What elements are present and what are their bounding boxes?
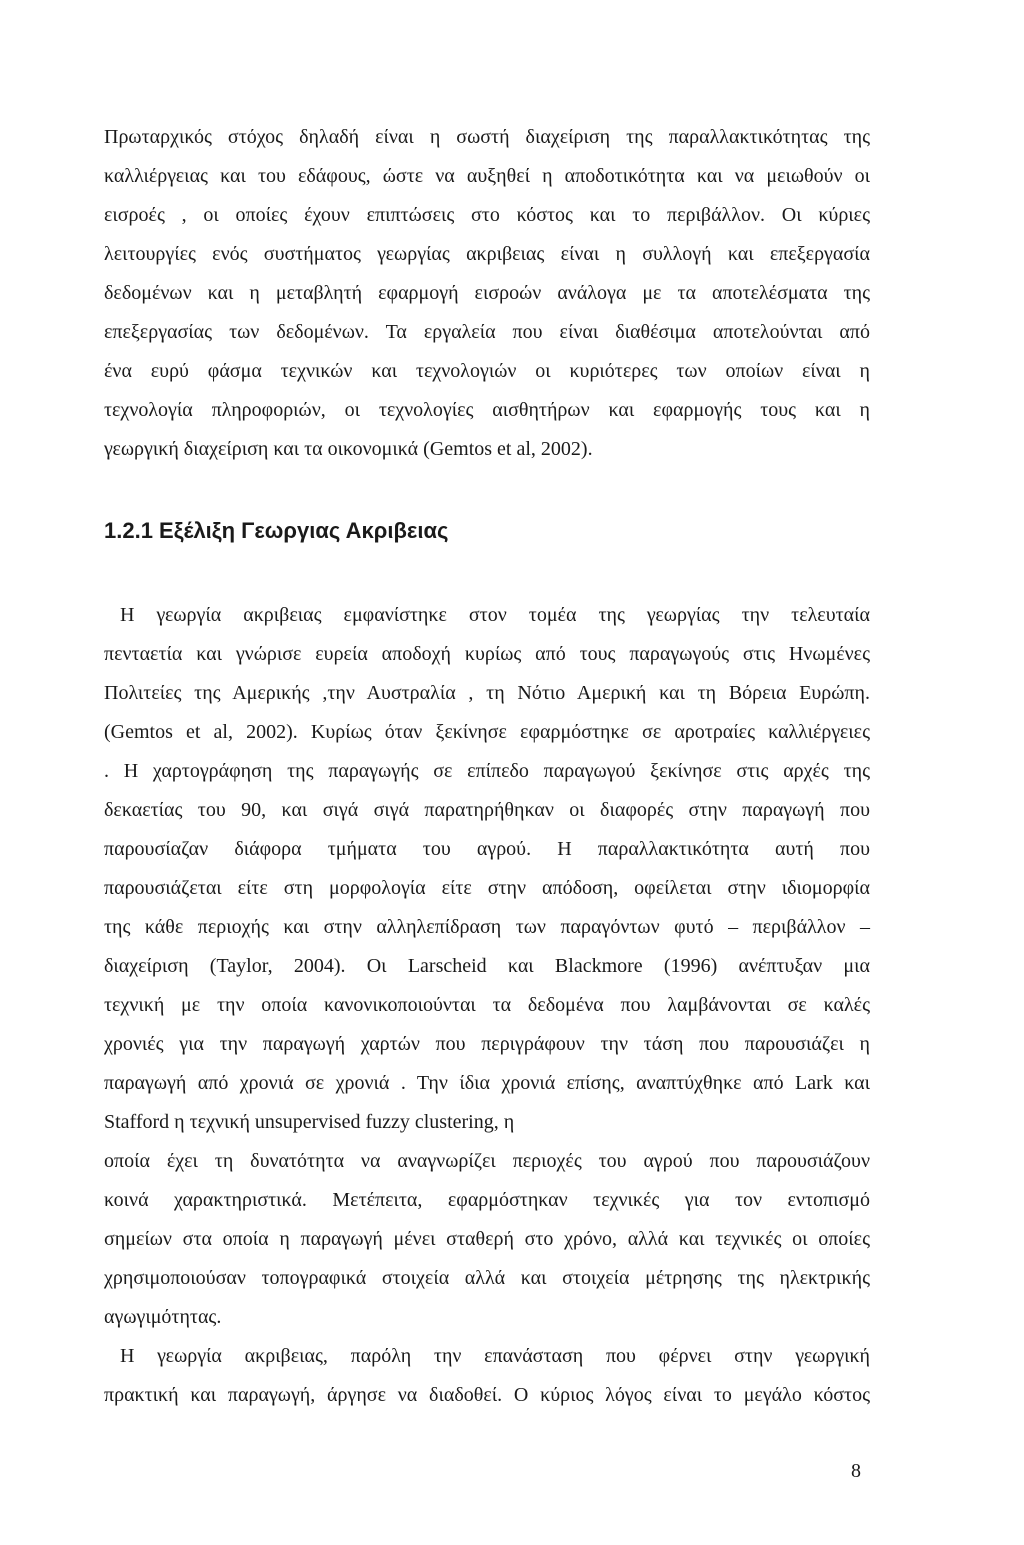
text-line: παρουσιάζεται είτε στη μορφολογία είτε στην απόδοση, οφείλεται στην ιδιομορφία — [104, 877, 870, 899]
text-line: οποία έχει τη δυνατότητα να αναγνωρίζει περιοχές του αγρού που παρουσιάζουν — [104, 1150, 870, 1172]
text-line: επεξεργασίας των δεδομένων. Τα εργαλεία που είναι διαθέσιμα αποτελούνται από — [104, 321, 870, 343]
text-line: καλλιέργειας και του εδάφους, ώστε να αυξηθεί η αποδοτικότητα και να μειωθούν οι — [104, 165, 870, 187]
paragraph-adoption — [104, 1337, 870, 1415]
text-line: Η γεωργία ακριβειας, παρόλη την επανάσταση που φέρνει στην γεωργική — [120, 1345, 870, 1367]
text-line: ένα ευρύ φάσμα τεχνικών και τεχνολογιών οι κυριότερες των οποίων είναι η — [104, 360, 870, 382]
text-line: . Η χαρτογράφηση της παραγωγής σε επίπεδο παραγωγού ξεκίνησε στις αρχές της — [104, 760, 870, 782]
text-line: διαχείριση (Taylor, 2004). Οι Larscheid και Blackmore (1996) ανέπτυξαν μια — [104, 955, 870, 977]
paragraph-evolution — [104, 596, 870, 1337]
text-line: Stafford η τεχνική unsupervised fuzzy clustering, η — [104, 1111, 515, 1133]
text-line: κοινά χαρακτηριστικά. Μετέπειτα, εφαρμόστηκαν τεχνικές για τον εντοπισμό — [104, 1189, 870, 1211]
text-line: χρησιμοποιούσαν τοπογραφικά στοιχεία αλλά και στοιχεία μέτρησης της ηλεκτρικής — [104, 1267, 870, 1289]
text-line: Η γεωργία ακριβειας εμφανίστηκε στον τομέα της γεωργίας την τελευταία — [120, 604, 870, 626]
text-line: τεχνική με την οποία κανονικοποιούνται τα δεδομένα που λαμβάνονται σε καλές — [104, 994, 870, 1016]
text-line: πρακτική και παραγωγή, άργησε να διαδοθεί. Ο κύριος λόγος είναι το μεγάλο κόστος — [104, 1384, 870, 1406]
paragraph-intro — [104, 118, 870, 469]
document-page — [104, 118, 870, 1415]
text-line: λειτουργίες ενός συστήματος γεωργίας ακριβειας είναι η συλλογή και επεξεργασία — [104, 243, 870, 265]
text-line: γεωργική διαχείριση και τα οικονομικά (Gemtos et al, 2002). — [104, 438, 593, 460]
text-line: της κάθε περιοχής και στην αλληλεπίδραση των παραγόντων φυτό – περιβάλλον – — [104, 916, 870, 938]
text-line: σημείων στα οποία η παραγωγή μένει σταθερή στο χρόνο, αλλά και τεχνικές οι οποίες — [104, 1228, 870, 1250]
text-line: δεκαετίας του 90, και σιγά σιγά παρατηρήθηκαν οι διαφορές στην παραγωγή που — [104, 799, 870, 821]
text-line: εισροές , οι οποίες έχουν επιπτώσεις στο κόστος και το περιβάλλον. Οι κύριες — [104, 204, 870, 226]
text-line: παραγωγή από χρονιά σε χρονιά . Την ίδια χρονιά επίσης, αναπτύχθηκε από Lark και — [104, 1072, 870, 1094]
text-line: δεδομένων και η μεταβλητή εφαρμογή εισροών ανάλογα με τα αποτελέσματα της — [104, 282, 870, 304]
text-line: Πολιτείες της Αμερικής ,την Αυστραλία , τη Νότιο Αμερική και τη Βόρεια Ευρώπη. — [104, 682, 870, 704]
section-heading: 1.2.1 Εξέλιξη Γεωργιας Ακριβειας — [104, 518, 449, 543]
text-line: Πρωταρχικός στόχος δηλαδή είναι η σωστή διαχείριση της παραλλακτικότητας της — [104, 126, 870, 148]
text-line: παρουσίαζαν διάφορα τμήματα του αγρού. Η παραλλακτικότητα αυτή που — [104, 838, 870, 860]
text-line: αγωγιμότητας. — [104, 1306, 222, 1328]
text-line: πενταετία και γνώρισε ευρεία αποδοχή κυρίως από τους παραγωγούς στις Ηνωμένες — [104, 643, 870, 665]
page-number: 8 — [851, 1460, 861, 1482]
text-line: τεχνολογία πληροφοριών, οι τεχνολογίες αισθητήρων και εφαρμογής τους και η — [104, 399, 870, 421]
text-line: χρονιές για την παραγωγή χαρτών που περιγράφουν την τάση που παρουσιάζει η — [104, 1033, 870, 1055]
text-line: (Gemtos et al, 2002). Κυρίως όταν ξεκίνησε εφαρμόστηκε σε αροτραίες καλλιέργειες — [104, 721, 870, 743]
